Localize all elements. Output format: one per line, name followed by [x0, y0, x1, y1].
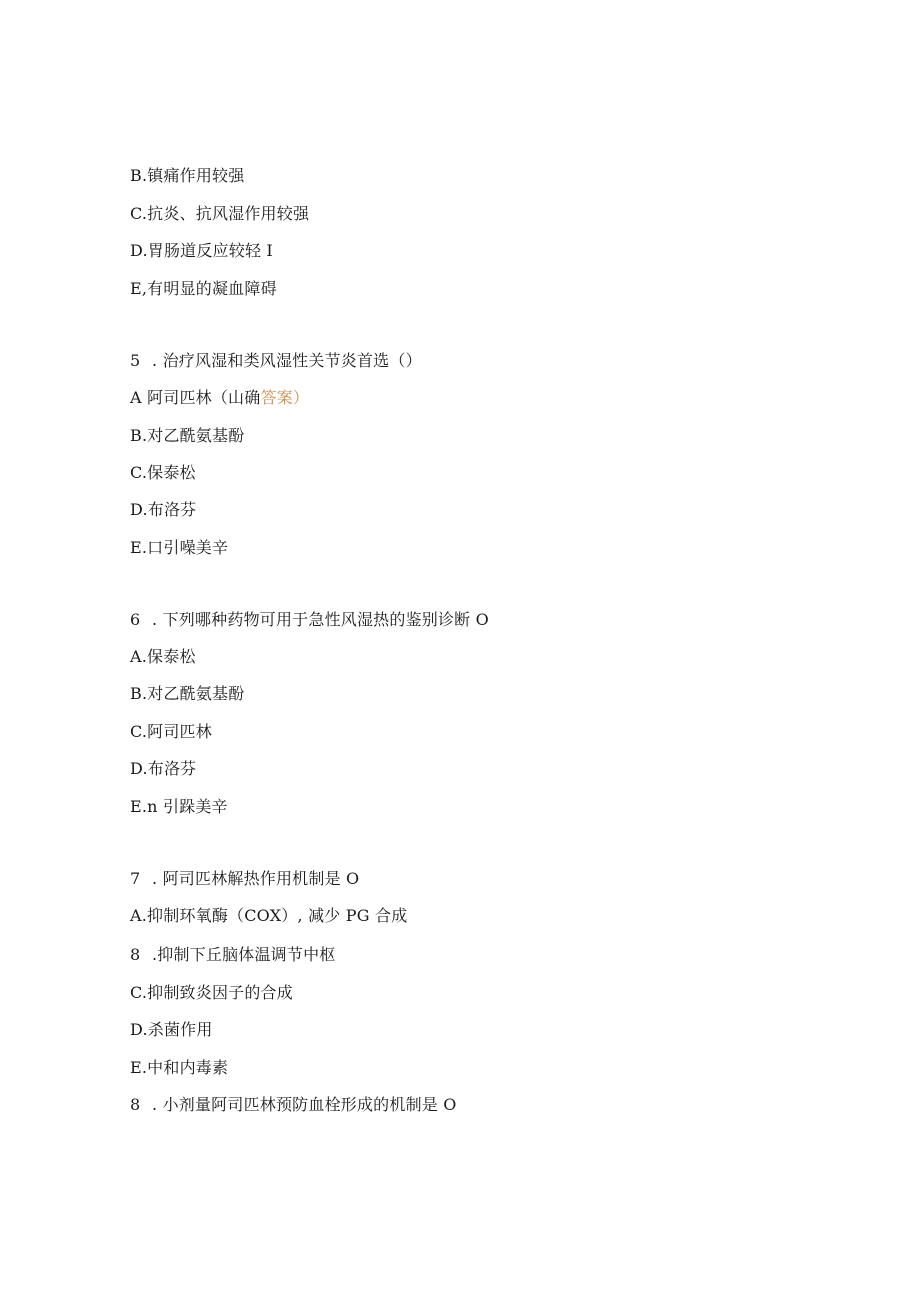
q5-option-e: E.口引噪美辛: [130, 538, 229, 557]
q5-option-a-text: A 阿司匹林（山确: [130, 388, 261, 407]
q4-option-b: B.镇痛作用较强: [130, 166, 245, 185]
q8-stem-text: . 小剂量阿司匹林预防血栓形成的机制是 O: [152, 1095, 457, 1114]
q6-option-d: D.布洛芬: [130, 759, 197, 778]
q6-option-b: B.对乙酰氨基酚: [130, 684, 245, 703]
q5-option-b: B.对乙酰氨基酚: [130, 426, 245, 445]
q4-option-e: E,有明显的凝血障碍: [130, 279, 277, 298]
q7-number: 7: [130, 869, 141, 888]
q7-option-c: C.抑制致炎因子的合成: [130, 983, 293, 1002]
q5-option-d: D.布洛芬: [130, 500, 197, 519]
q6-stem-text: . 下列哪种药物可用于急性风湿热的鉴别诊断 O: [152, 610, 489, 629]
q7-option-d: D.杀菌作用: [130, 1020, 213, 1039]
q5-number: 5: [130, 351, 141, 370]
q6-option-a: A.保泰松: [130, 647, 196, 666]
q5-option-c: C.保泰松: [130, 463, 196, 482]
q8-number: 8: [130, 1095, 141, 1114]
q8-stem: [130, 1095, 457, 1115]
q6-option-c: C.阿司匹林: [130, 722, 212, 741]
q7-stem: [130, 869, 359, 889]
q4-option-c: C.抗炎、抗风湿作用较强: [130, 204, 310, 223]
q4-option-d: D.胃肠道反应较轻 I: [130, 241, 273, 260]
q7-option-b: [130, 945, 336, 965]
q7-option-b-number: 8: [130, 945, 141, 964]
q5-option-a: [130, 388, 309, 408]
q5-answer-mark: 答案）: [260, 388, 310, 407]
q6-stem: [130, 610, 489, 630]
q7-option-e: E.中和内毒素: [130, 1058, 229, 1077]
q5-stem-text: . 治疗风湿和类风湿性关节炎首选（）: [152, 351, 422, 370]
q7-option-b-text: .抑制下丘脑体温调节中枢: [152, 945, 336, 964]
q6-option-e: E.n 引跺美辛: [130, 797, 228, 816]
q6-number: 6: [130, 610, 141, 629]
q5-stem: [130, 351, 422, 371]
q7-option-a: A.抑制环氧酶（COX）, 减少 PG 合成: [130, 906, 408, 925]
q7-stem-text: . 阿司匹林解热作用机制是 O: [152, 869, 360, 888]
